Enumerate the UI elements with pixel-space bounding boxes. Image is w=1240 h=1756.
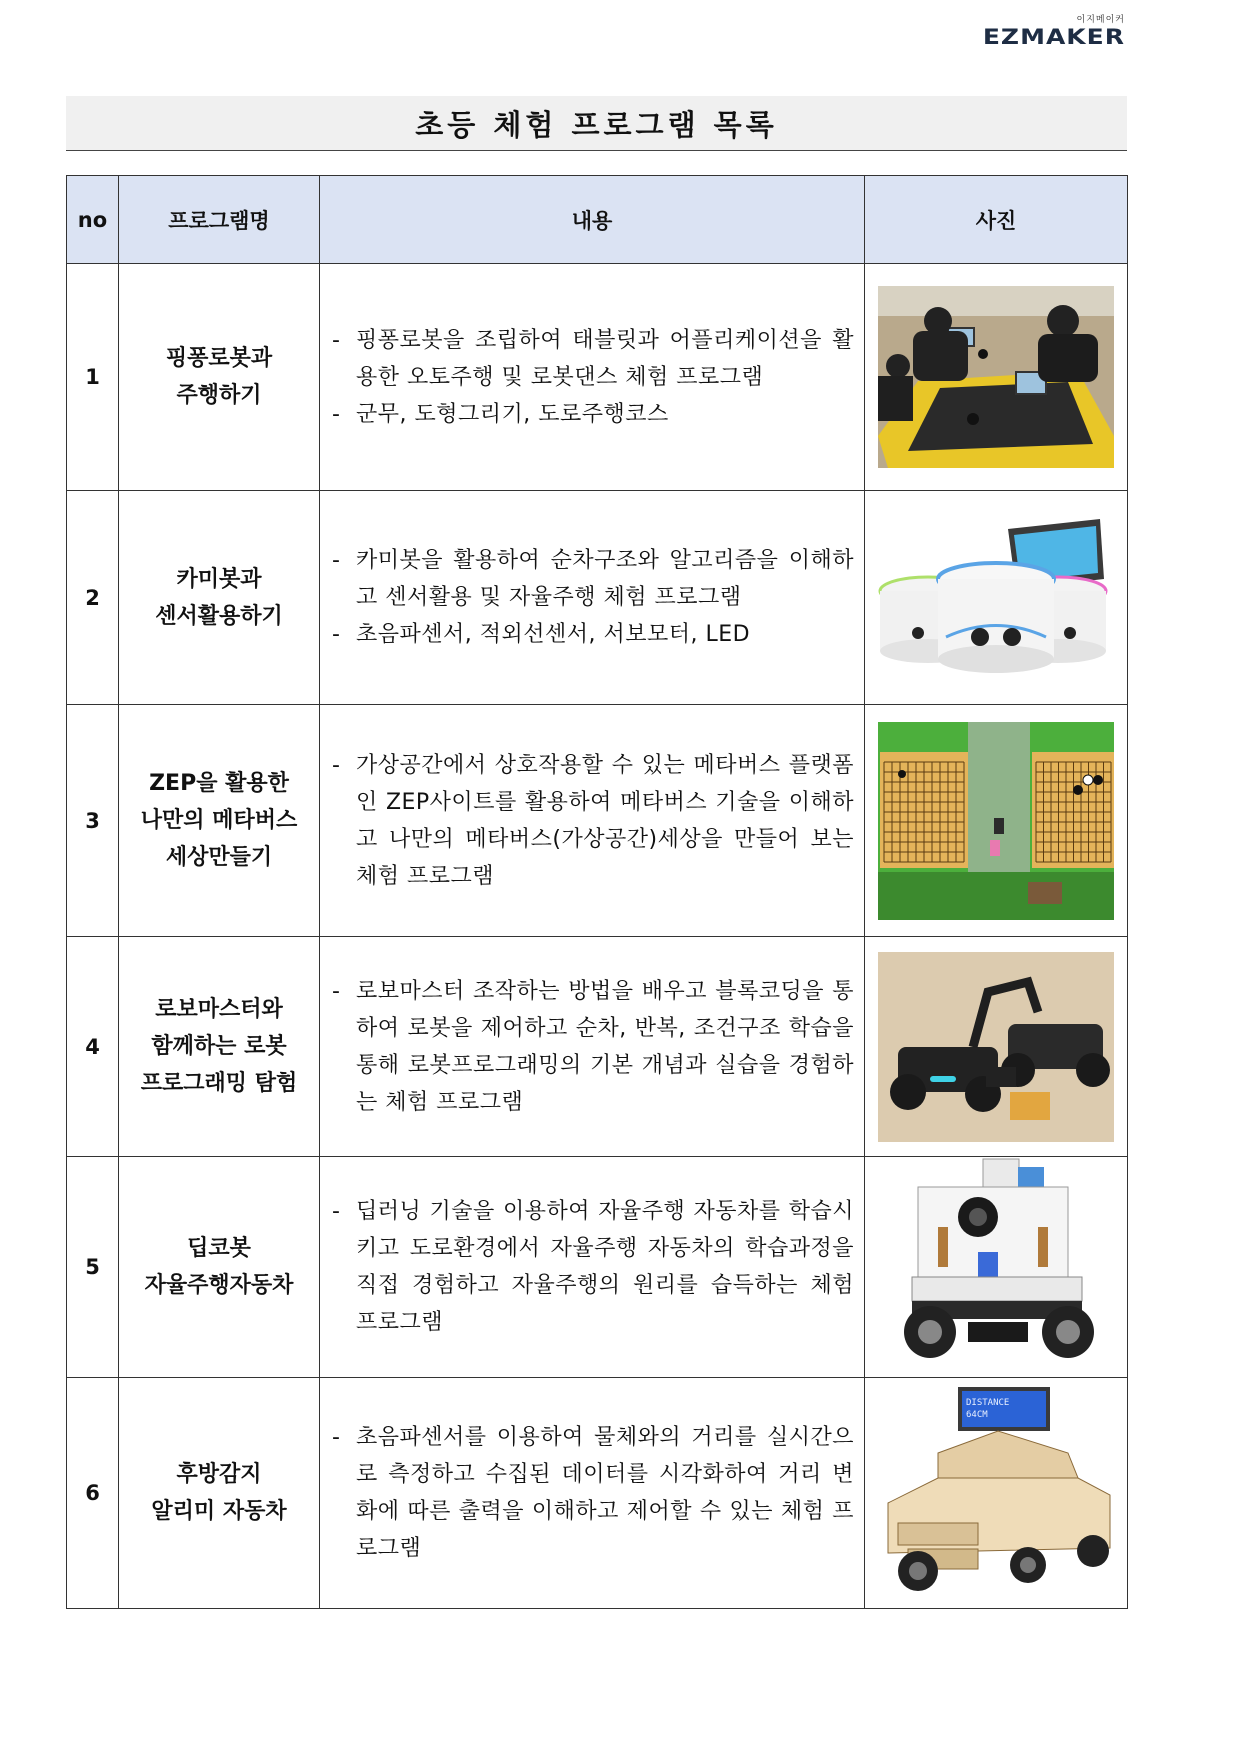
rear-sensor-car-photo (865, 1378, 1128, 1609)
logo-text: EZMAKER (982, 24, 1125, 49)
header-content: 내용 (320, 176, 865, 264)
program-name-line: 알리미 자동차 (151, 1499, 287, 1524)
bullet-text: 로보마스터 조작하는 방법을 배우고 블록코딩을 통하여 로봇을 제어하고 순차, 반복, 조건구조 학습을 통해 로봇프로그래밍의 기본 개념과 실습을 경험하는 체험 프로그램 (356, 978, 854, 1115)
logo-korean-text: 이지메이커 (1076, 15, 1125, 25)
program-name (119, 705, 320, 937)
content-bullet (332, 1193, 854, 1341)
program-content (320, 1378, 865, 1609)
program-name-line: 프로그래밍 탐험 (140, 1071, 298, 1096)
content-bullet (332, 542, 854, 616)
program-content (320, 491, 865, 705)
program-name (119, 1157, 320, 1378)
bullet-dash: - (332, 978, 341, 1004)
program-name-line: 자율주행자동차 (144, 1273, 294, 1298)
bullet-text: 핑퐁로봇을 조립하여 태블릿과 어플리케이션을 활용한 오토주행 및 로봇댄스 체험 프로그램 (356, 327, 854, 390)
row-number: 3 (67, 705, 119, 937)
svg-text:DISTANCE: DISTANCE (966, 1398, 1010, 1408)
header-photo: 사진 (865, 176, 1128, 264)
bullet-text: 카미봇을 활용하여 순차구조와 알고리즘을 이해하고 센서활용 및 자율주행 체험 프로그램 (356, 548, 854, 610)
content-bullet (332, 396, 854, 433)
bullet-dash: - (332, 401, 341, 427)
program-name-line: 센서활용하기 (155, 603, 283, 629)
table-row (67, 1157, 1128, 1378)
program-name-line: 카미봇과 (176, 566, 262, 592)
page-title: 초등 체험 프로그램 목록 (415, 107, 778, 142)
program-photo (878, 286, 1114, 468)
program-table (66, 175, 1128, 1609)
row-number: 5 (67, 1157, 119, 1378)
program-name (119, 937, 320, 1157)
program-photo (878, 1157, 1114, 1377)
program-name-line: 세상만들기 (165, 845, 273, 870)
table-header-row (67, 176, 1128, 264)
pingpong-robot-photo (865, 264, 1128, 491)
bullet-text: 초음파센서를 이용하여 물체와의 거리를 실시간으로 측정하고 수집된 데이터를 시각화하여 거리 변화에 따른 출력을 이해하고 제어할 수 있는 체험 프로그램 (356, 1425, 854, 1561)
header-program-name: 프로그램명 (119, 176, 320, 264)
content-bullet (332, 322, 854, 396)
program-photo (878, 952, 1114, 1142)
program-name (119, 1378, 320, 1609)
row-number: 6 (67, 1378, 119, 1609)
row-number: 1 (67, 264, 119, 491)
header-no: no (67, 176, 119, 264)
bullet-dash: - (332, 327, 341, 353)
program-name-line: 주행하기 (176, 383, 262, 408)
table-row (67, 264, 1128, 491)
program-content (320, 937, 865, 1157)
kamibot-photo (865, 491, 1128, 705)
bullet-text: 군무, 도형그리기, 도로주행코스 (356, 401, 669, 427)
table-row (67, 1378, 1128, 1609)
program-name-line: 로보마스터와 (155, 997, 283, 1022)
content-bullet (332, 616, 854, 653)
title-bar (66, 96, 1127, 151)
program-content (320, 264, 865, 491)
bullet-dash: - (332, 1199, 341, 1224)
bullet-dash: - (332, 1425, 341, 1450)
svg-text:64CM: 64CM (966, 1410, 988, 1420)
deepcobot-photo (865, 1157, 1128, 1378)
program-name (119, 491, 320, 705)
bullet-dash: - (332, 752, 341, 778)
program-name-line: 함께하는 로봇 (151, 1034, 287, 1059)
bullet-dash: - (332, 548, 341, 573)
bullet-text: 가상공간에서 상호작용할 수 있는 메타버스 플랫폼인 ZEP사이트를 활용하여 메타버스 기술을 이해하고 나만의 메타버스(가상공간)세상을 만들어 보는 체험 프로그램 (356, 752, 854, 889)
ezmaker-logo (980, 14, 1125, 54)
table-row (67, 705, 1128, 937)
program-name (119, 264, 320, 491)
program-name-line: 후방감지 (176, 1462, 262, 1487)
program-name-line: 나만의 메타버스 (140, 808, 298, 833)
content-bullet (332, 973, 854, 1121)
bullet-dash: - (332, 622, 341, 647)
program-name-line: ZEP을 활용한 (149, 771, 289, 796)
program-name-line: 핑퐁로봇과 (165, 346, 273, 371)
program-content (320, 705, 865, 937)
robomaster-photo (865, 937, 1128, 1157)
content-bullet (332, 1419, 854, 1567)
table-row (67, 491, 1128, 705)
program-photo (878, 509, 1114, 687)
zep-metaverse-photo (865, 705, 1128, 937)
row-number: 2 (67, 491, 119, 705)
program-photo (878, 722, 1114, 920)
bullet-text: 딥러닝 기술을 이용하여 자율주행 자동차를 학습시키고 도로환경에서 자율주행 자동차의 학습과정을 직접 경험하고 자율주행의 원리를 습득하는 체험 프로그램 (356, 1199, 854, 1335)
table-row (67, 937, 1128, 1157)
program-photo (878, 1383, 1114, 1603)
bullet-text: 초음파센서, 적외선센서, 서보모터, LED (356, 622, 751, 647)
row-number: 4 (67, 937, 119, 1157)
content-bullet (332, 747, 854, 895)
program-content (320, 1157, 865, 1378)
program-name-line: 딥코봇 (187, 1236, 251, 1261)
